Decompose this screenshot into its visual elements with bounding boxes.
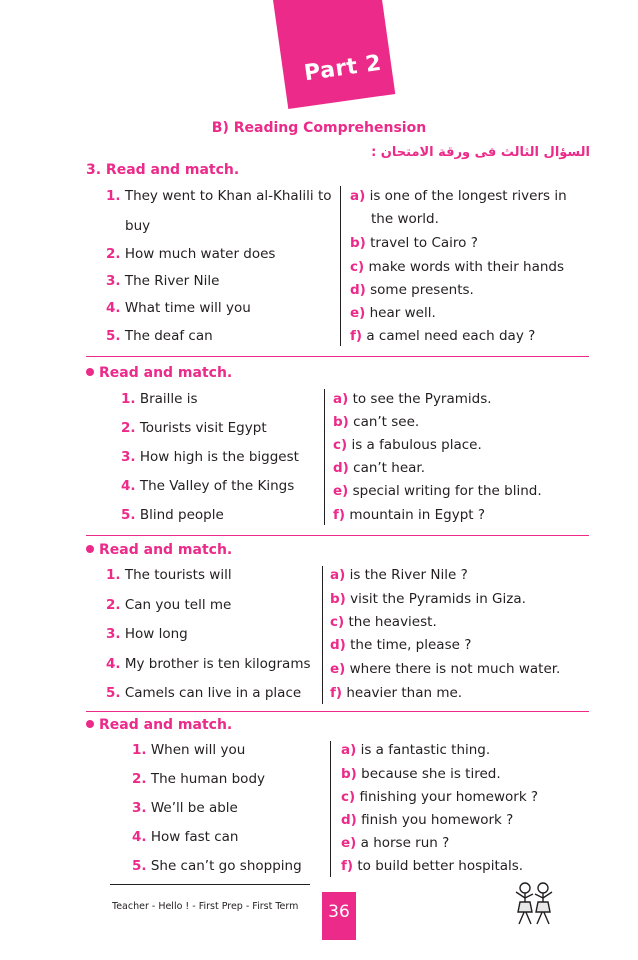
right-item: c) is a fabulous place. <box>333 437 482 453</box>
right-item: a) is one of the longest rivers in <box>350 188 567 204</box>
left-item: 3. The River Nile <box>106 273 220 289</box>
children-illustration-icon <box>512 880 556 932</box>
bullet-icon <box>86 720 94 728</box>
right-item: e) special writing for the blind. <box>333 483 542 499</box>
left-item: 4. My brother is ten kilograms <box>106 656 311 672</box>
part-label: Part 2 <box>302 50 384 87</box>
left-item: 5. Blind people <box>121 507 224 523</box>
left-item: 5. Camels can live in a place <box>106 685 302 701</box>
right-item: c) make words with their hands <box>350 259 565 275</box>
left-item: 4. How fast can <box>132 829 239 845</box>
arabic-note: السؤال الثالث فى ورقة الامتحان : <box>371 145 590 160</box>
left-item: 3. We’ll be able <box>132 800 238 816</box>
page-number: 36 <box>322 892 356 940</box>
left-item: 1. When will you <box>132 742 246 758</box>
bullet-icon <box>86 545 94 553</box>
right-item: b) because she is tired. <box>341 766 501 782</box>
section-divider <box>86 711 589 712</box>
right-item: a) to see the Pyramids. <box>333 391 492 407</box>
left-item: 1. Braille is <box>121 391 198 407</box>
right-item: e) where there is not much water. <box>330 661 561 677</box>
right-item: a) is a fantastic thing. <box>341 742 491 758</box>
right-item: the world. <box>371 211 439 227</box>
left-item: 1. The tourists will <box>106 567 232 583</box>
right-item: b) travel to Cairo ? <box>350 235 478 251</box>
section-3-title: Read and match. <box>86 542 232 558</box>
left-item: 5. She can’t go shopping <box>132 858 302 874</box>
right-item: f) mountain in Egypt ? <box>333 507 486 523</box>
left-item: 2. The human body <box>132 771 265 787</box>
right-item: e) hear well. <box>350 305 436 321</box>
left-item: 4. What time will you <box>106 300 251 316</box>
left-item: 5. The deaf can <box>106 328 213 344</box>
footer-text: Teacher - Hello ! - First Prep - First Term <box>112 901 299 912</box>
section-2-title: Read and match. <box>86 365 232 381</box>
bullet-icon <box>86 368 94 376</box>
right-item: c) finishing your homework ? <box>341 789 539 805</box>
left-item: 2. Can you tell me <box>106 597 232 613</box>
right-item: d) the time, please ? <box>330 637 472 653</box>
left-item: 4. The Valley of the Kings <box>121 478 295 494</box>
right-item: f) heavier than me. <box>330 685 463 701</box>
right-item: c) the heaviest. <box>330 614 437 630</box>
left-item: 3. How high is the biggest <box>121 449 299 465</box>
column-divider <box>324 389 325 525</box>
right-item: d) finish you homework ? <box>341 812 514 828</box>
right-item: f) to build better hospitals. <box>341 858 524 874</box>
right-item: a) is the River Nile ? <box>330 567 468 583</box>
column-divider <box>322 566 323 704</box>
left-item: 2. Tourists visit Egypt <box>121 420 267 436</box>
left-item: 1. They went to Khan al-Khalili to <box>106 188 332 204</box>
section-divider <box>86 535 589 536</box>
section-4-title: Read and match. <box>86 717 232 733</box>
right-item: e) a horse run ? <box>341 835 450 851</box>
section-1-title: 3. Read and match. <box>86 162 240 178</box>
column-divider <box>340 186 341 346</box>
right-item: b) visit the Pyramids in Giza. <box>330 591 526 607</box>
section-subtitle: B) Reading Comprehension <box>211 120 427 136</box>
left-item: buy <box>125 218 151 234</box>
right-item: f) a camel need each day ? <box>350 328 536 344</box>
left-item: 3. How long <box>106 626 188 642</box>
right-item: b) can’t see. <box>333 414 420 430</box>
section-divider <box>86 356 589 357</box>
right-item: d) can’t hear. <box>333 460 426 476</box>
left-item: 2. How much water does <box>106 246 276 262</box>
column-divider <box>330 741 331 877</box>
footer-rule <box>110 884 310 885</box>
right-item: d) some presents. <box>350 282 474 298</box>
